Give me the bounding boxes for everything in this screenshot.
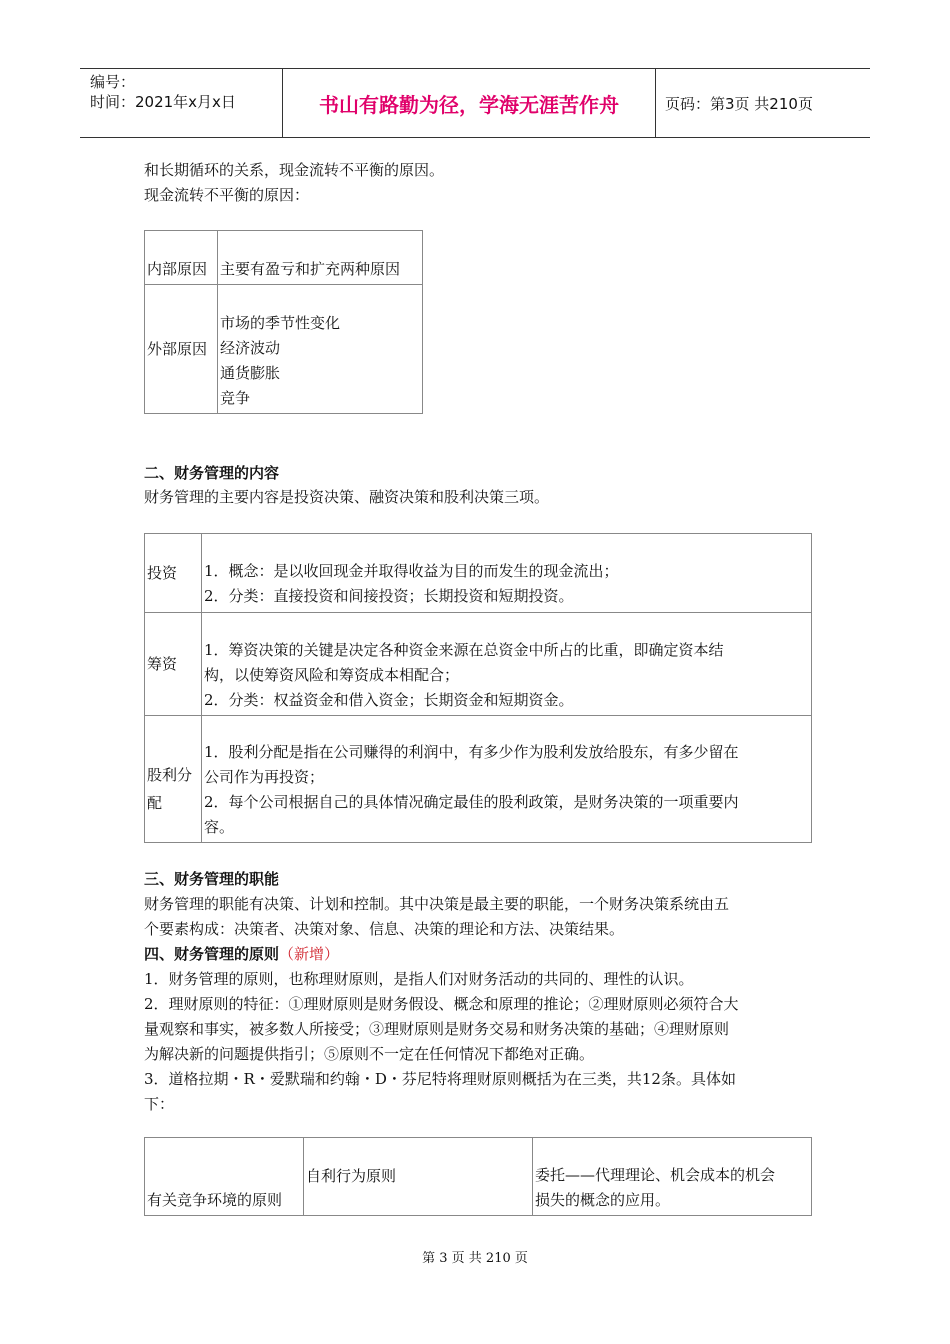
- financial-content-table: [144, 533, 812, 843]
- row-content: [218, 285, 423, 414]
- list-item: 构，以使筹资风险和筹资成本相配合；: [204, 665, 460, 684]
- section-body: 财务管理的主要内容是投资决策、融资决策和股利决策三项。: [144, 488, 550, 506]
- section-body: 个要素构成：决策者、决策对象、信息、决策的理论和方法、决策结果。: [144, 920, 625, 938]
- list-item: 委托——代理理论、机会成本的机会: [535, 1165, 776, 1184]
- section-heading: 三、财务管理的职能: [144, 870, 280, 888]
- table-row: [145, 534, 812, 613]
- section-body: 财务管理的职能有决策、计划和控制。其中决策是最主要的职能，一个财务决策系统由五: [144, 895, 730, 913]
- principles-table: [144, 1137, 812, 1216]
- principle-category: 有关竞争环境的原则: [145, 1138, 304, 1216]
- label-line: 配: [147, 794, 163, 812]
- section-body: 1．财务管理的原则，也称理财原则，是指人们对财务活动的共同的、理性的认识。: [144, 970, 694, 988]
- row-label: 筹资: [145, 613, 202, 716]
- list-item: 2．每个公司根据自己的具体情况确定最佳的股利政策，是财务决策的一项重要内: [204, 793, 739, 811]
- document-time-label: 时间：2021年x月x日: [90, 93, 236, 111]
- cash-imbalance-table: [144, 230, 423, 414]
- table-row: [145, 613, 812, 716]
- row-content: [202, 716, 812, 843]
- list-item: 1．筹资决策的关键是决定各种资金来源在总资金中所占的比重，即确定资本结: [204, 640, 724, 659]
- section-heading: [144, 942, 339, 966]
- list-item: 2．分类：直接投资和间接投资；长期投资和短期投资。: [204, 587, 574, 605]
- new-tag: （新增）: [279, 945, 340, 963]
- page-header: [80, 68, 870, 138]
- principle-application: [533, 1138, 812, 1216]
- row-content: 主要有盈亏和扩充两种原因: [218, 231, 423, 285]
- table-row: [145, 1138, 812, 1216]
- row-label: 投资: [145, 534, 202, 613]
- list-item: 公司作为再投资；: [204, 768, 325, 786]
- intro-line: 现金流转不平衡的原因：: [144, 186, 310, 204]
- label-line: 股利分: [147, 766, 193, 784]
- list-item: 竞争: [220, 389, 251, 407]
- list-item: 1．概念：是以收回现金并取得收益为目的而发生的现金流出；: [204, 562, 619, 580]
- section-body: 下：: [144, 1095, 175, 1113]
- list-item: 1．股利分配是指在公司赚得的利润中，有多少作为股利发放给股东，有多少留在: [204, 743, 739, 761]
- principle-name: 自利行为原则: [304, 1138, 533, 1216]
- heading-text: 四、财务管理的原则: [144, 945, 280, 963]
- intro-line: 和长期循环的关系，现金流转不平衡的原因。: [144, 161, 445, 179]
- row-label: 外部原因: [145, 285, 218, 414]
- section-body: 2．理财原则的特征：①理财原则是财务假设、概念和原理的推论；②理财原则必须符合大: [144, 995, 739, 1013]
- list-item: 通货膨胀: [220, 364, 281, 382]
- section-body: 3．道格拉期・R・爱默瑞和约翰・D・芬尼特将理财原则概括为在三类，共12条。具体如: [144, 1070, 736, 1088]
- list-item: 市场的季节性变化: [220, 314, 341, 332]
- header-motto: 书山有路勤为径，学海无涯苦作舟: [283, 69, 656, 137]
- section-body: 量观察和事实，被多数人所接受；③理财原则是财务交易和财务决策的基础；④理财原则: [144, 1020, 730, 1038]
- header-meta: [80, 69, 283, 137]
- header-page-number: 页码：第3页 共210页: [665, 94, 813, 113]
- section-heading: 二、财务管理的内容: [144, 464, 280, 482]
- table-row: [145, 285, 423, 414]
- row-label: [145, 716, 202, 843]
- row-content: [202, 613, 812, 716]
- list-item: 经济波动: [220, 339, 281, 357]
- list-item: 2．分类：权益资金和借入资金；长期资金和短期资金。: [204, 690, 574, 709]
- table-row: [145, 231, 423, 285]
- section-body: 为解决新的问题提供指引；⑤原则不一定在任何情况下都绝对正确。: [144, 1045, 595, 1063]
- list-item: 容。: [204, 818, 235, 836]
- page-footer: 第 3 页 共 210 页: [422, 1251, 528, 1266]
- row-label: 内部原因: [145, 231, 218, 285]
- table-row: [145, 716, 812, 843]
- document-id-label: 编号：: [90, 73, 136, 91]
- list-item: 损失的概念的应用。: [535, 1190, 671, 1209]
- row-content: [202, 534, 812, 613]
